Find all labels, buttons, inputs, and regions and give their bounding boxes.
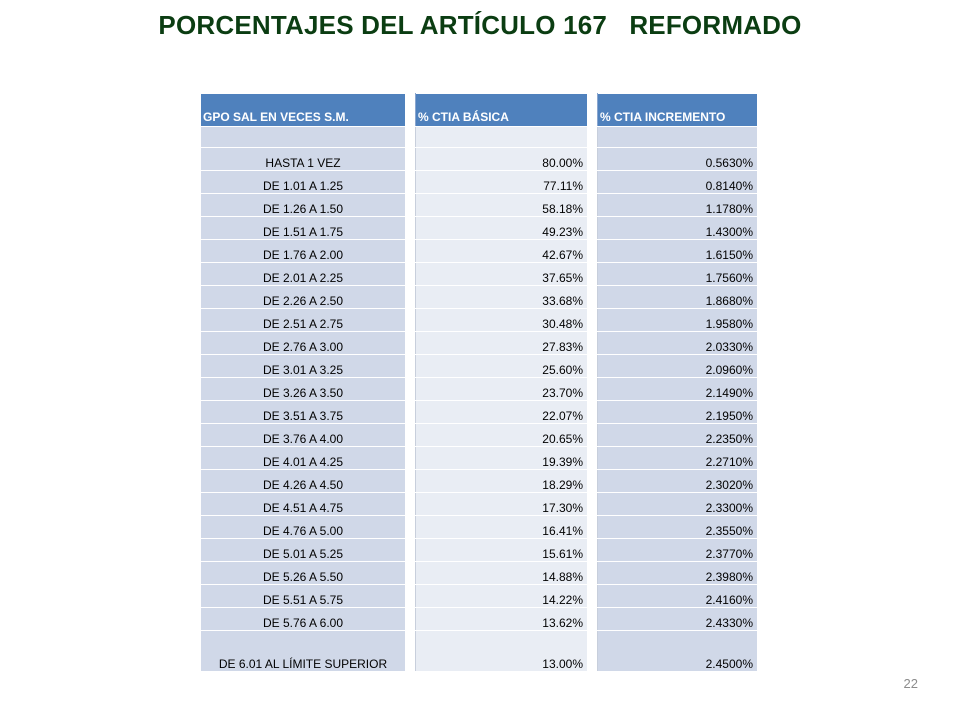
column-divider	[406, 148, 416, 171]
increment-quota-cell: 2.1490%	[598, 378, 758, 401]
salary-group-cell: DE 4.26 A 4.50	[201, 470, 406, 493]
table-row	[201, 263, 758, 286]
basic-quota-cell: 33.68%	[416, 286, 588, 309]
column-divider	[406, 424, 416, 447]
salary-group-cell: HASTA 1 VEZ	[201, 148, 406, 171]
basic-quota-cell: 37.65%	[416, 263, 588, 286]
table-row	[201, 631, 758, 672]
increment-quota-cell: 2.4330%	[598, 608, 758, 631]
column-divider	[406, 631, 416, 672]
table-row	[201, 516, 758, 539]
increment-quota-cell: 1.4300%	[598, 217, 758, 240]
column-divider	[406, 286, 416, 309]
basic-quota-cell: 18.29%	[416, 470, 588, 493]
table-row	[201, 309, 758, 332]
table-cell	[201, 127, 406, 148]
column-divider	[588, 240, 598, 263]
table-row	[201, 401, 758, 424]
column-divider	[406, 217, 416, 240]
table-row	[201, 585, 758, 608]
increment-quota-cell: 2.1950%	[598, 401, 758, 424]
column-divider	[406, 240, 416, 263]
column-divider	[588, 424, 598, 447]
increment-quota-cell: 1.6150%	[598, 240, 758, 263]
column-divider	[406, 447, 416, 470]
basic-quota-cell: 42.67%	[416, 240, 588, 263]
header-basic-quota: % CTIA BÁSICA	[416, 94, 588, 127]
table-cell	[416, 127, 588, 148]
basic-quota-cell: 14.88%	[416, 562, 588, 585]
table-row	[201, 332, 758, 355]
table-row	[201, 424, 758, 447]
column-divider	[588, 148, 598, 171]
column-divider	[406, 562, 416, 585]
salary-group-cell: DE 2.76 A 3.00	[201, 332, 406, 355]
increment-quota-cell: 2.3300%	[598, 493, 758, 516]
table-row	[201, 539, 758, 562]
salary-group-cell: DE 1.26 A 1.50	[201, 194, 406, 217]
basic-quota-cell: 49.23%	[416, 217, 588, 240]
table-header-row	[201, 94, 758, 127]
increment-quota-cell: 1.7560%	[598, 263, 758, 286]
increment-quota-cell: 2.3980%	[598, 562, 758, 585]
basic-quota-cell: 30.48%	[416, 309, 588, 332]
column-divider	[588, 631, 598, 672]
increment-quota-cell: 1.8680%	[598, 286, 758, 309]
increment-quota-cell: 0.5630%	[598, 148, 758, 171]
column-divider	[588, 447, 598, 470]
basic-quota-cell: 15.61%	[416, 539, 588, 562]
increment-quota-cell: 2.3020%	[598, 470, 758, 493]
increment-quota-cell: 0.8140%	[598, 171, 758, 194]
basic-quota-cell: 20.65%	[416, 424, 588, 447]
increment-quota-cell: 2.3770%	[598, 539, 758, 562]
column-divider	[588, 608, 598, 631]
table-row	[201, 355, 758, 378]
column-divider	[588, 470, 598, 493]
increment-quota-cell: 2.2350%	[598, 424, 758, 447]
column-divider	[588, 94, 598, 127]
table-row	[201, 447, 758, 470]
column-divider	[406, 608, 416, 631]
column-divider	[588, 309, 598, 332]
increment-quota-cell: 1.9580%	[598, 309, 758, 332]
table-row	[201, 562, 758, 585]
basic-quota-cell: 14.22%	[416, 585, 588, 608]
table-row	[201, 194, 758, 217]
increment-quota-cell: 2.4160%	[598, 585, 758, 608]
column-divider	[406, 585, 416, 608]
column-divider	[588, 286, 598, 309]
column-divider	[406, 516, 416, 539]
table-row	[201, 171, 758, 194]
salary-group-cell: DE 5.26 A 5.50	[201, 562, 406, 585]
increment-quota-cell: 2.4500%	[598, 631, 758, 672]
table-row	[201, 148, 758, 171]
basic-quota-cell: 23.70%	[416, 378, 588, 401]
column-divider	[406, 309, 416, 332]
column-divider	[588, 378, 598, 401]
salary-group-cell: DE 2.26 A 2.50	[201, 286, 406, 309]
column-divider	[588, 539, 598, 562]
salary-group-cell: DE 3.01 A 3.25	[201, 355, 406, 378]
basic-quota-cell: 25.60%	[416, 355, 588, 378]
salary-group-cell: DE 4.01 A 4.25	[201, 447, 406, 470]
basic-quota-cell: 16.41%	[416, 516, 588, 539]
column-divider	[406, 378, 416, 401]
slide-title: PORCENTAJES DEL ARTÍCULO 167 REFORMADO	[158, 10, 802, 40]
basic-quota-cell: 13.00%	[416, 631, 588, 672]
column-divider	[588, 332, 598, 355]
salary-group-cell: DE 3.76 A 4.00	[201, 424, 406, 447]
salary-group-cell: DE 3.26 A 3.50	[201, 378, 406, 401]
salary-group-cell: DE 5.51 A 5.75	[201, 585, 406, 608]
basic-quota-cell: 58.18%	[416, 194, 588, 217]
salary-group-cell: DE 5.76 A 6.00	[201, 608, 406, 631]
table-row	[201, 240, 758, 263]
column-divider	[406, 493, 416, 516]
column-divider	[588, 263, 598, 286]
salary-group-cell: DE 2.01 A 2.25	[201, 263, 406, 286]
column-divider	[406, 127, 416, 148]
column-divider	[406, 332, 416, 355]
table-spacer-row	[201, 127, 758, 148]
column-divider	[588, 127, 598, 148]
salary-group-cell: DE 5.01 A 5.25	[201, 539, 406, 562]
page-number: 22	[903, 676, 918, 691]
table-cell	[598, 127, 758, 148]
table-row	[201, 608, 758, 631]
basic-quota-cell: 13.62%	[416, 608, 588, 631]
increment-quota-cell: 2.0960%	[598, 355, 758, 378]
column-divider	[406, 470, 416, 493]
header-increment-quota: % CTIA INCREMENTO	[598, 94, 758, 127]
basic-quota-cell: 22.07%	[416, 401, 588, 424]
column-divider	[588, 217, 598, 240]
basic-quota-cell: 80.00%	[416, 148, 588, 171]
salary-group-cell: DE 1.01 A 1.25	[201, 171, 406, 194]
salary-group-cell: DE 2.51 A 2.75	[201, 309, 406, 332]
column-divider	[406, 263, 416, 286]
table-body	[201, 127, 758, 672]
increment-quota-cell: 2.3550%	[598, 516, 758, 539]
salary-group-cell: DE 6.01 AL LÍMITE SUPERIOR	[201, 631, 406, 672]
column-divider	[406, 355, 416, 378]
header-salary-group: GPO SAL EN VECES S.M.	[201, 94, 406, 127]
column-divider	[406, 171, 416, 194]
column-divider	[588, 493, 598, 516]
salary-group-cell: DE 4.51 A 4.75	[201, 493, 406, 516]
column-divider	[588, 194, 598, 217]
table-row	[201, 217, 758, 240]
table-row	[201, 493, 758, 516]
increment-quota-cell: 2.0330%	[598, 332, 758, 355]
column-divider	[406, 94, 416, 127]
column-divider	[406, 539, 416, 562]
percentages-table-container	[200, 93, 757, 672]
column-divider	[588, 516, 598, 539]
column-divider	[588, 401, 598, 424]
table-row	[201, 286, 758, 309]
column-divider	[588, 562, 598, 585]
salary-group-cell: DE 3.51 A 3.75	[201, 401, 406, 424]
column-divider	[588, 355, 598, 378]
basic-quota-cell: 27.83%	[416, 332, 588, 355]
increment-quota-cell: 2.2710%	[598, 447, 758, 470]
basic-quota-cell: 77.11%	[416, 171, 588, 194]
salary-group-cell: DE 1.76 A 2.00	[201, 240, 406, 263]
basic-quota-cell: 19.39%	[416, 447, 588, 470]
column-divider	[406, 194, 416, 217]
salary-group-cell: DE 1.51 A 1.75	[201, 217, 406, 240]
increment-quota-cell: 1.1780%	[598, 194, 758, 217]
column-divider	[588, 585, 598, 608]
percentages-table	[200, 93, 758, 672]
column-divider	[406, 401, 416, 424]
table-row	[201, 378, 758, 401]
table-row	[201, 470, 758, 493]
salary-group-cell: DE 4.76 A 5.00	[201, 516, 406, 539]
column-divider	[588, 171, 598, 194]
basic-quota-cell: 17.30%	[416, 493, 588, 516]
